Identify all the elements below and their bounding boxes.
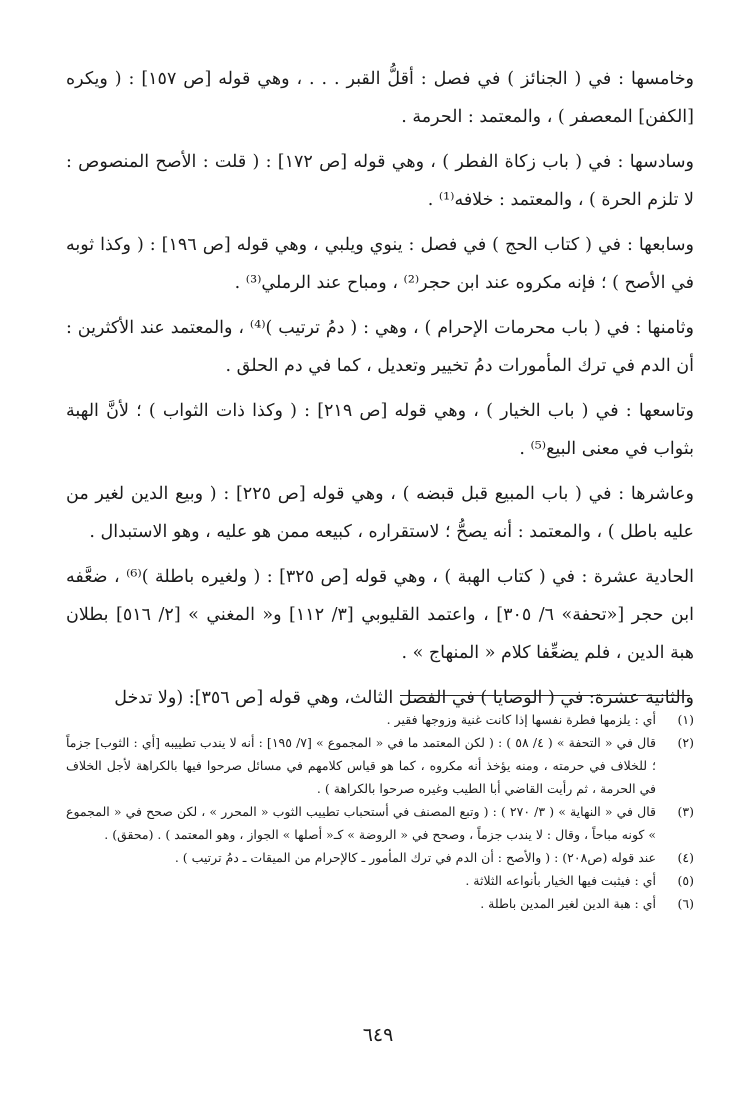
page-number: ٦٤٩ <box>362 1024 394 1046</box>
footnote-number: (٤) <box>677 850 694 865</box>
footnote <box>66 731 694 800</box>
paragraph-8: وثامنها : في ( باب محرمات الإحرام ) ، وهي : ( دمُ ترتيب )⁽⁴⁾ ، والمعتمد عند الأكثرين : أن الدم في ترك المأمورات دمُ تخيير وتعديل ، كما في دم الحلق . <box>66 318 694 376</box>
footnote-number: (٥) <box>677 873 694 888</box>
paragraph-5: وخامسها : في ( الجنائز ) في فصل : أقلُّ القبر . . . ، وهي قوله [ص ١٥٧] : ( ويكره [الكفن] المعصفر ) ، والمعتمد : الحرمة . <box>66 69 694 127</box>
footnote-text: أي : هبة الدين لغير المدين باطلة . <box>480 896 656 911</box>
footnotes <box>66 708 694 915</box>
footnote <box>66 800 694 846</box>
paragraph-6: وسادسها : في ( باب زكاة الفطر ) ، وهي قوله [ص ١٧٢] : ( قلت : الأصح المنصوص : لا تلزم الحرة ) ، والمعتمد : خلافه⁽¹⁾ . <box>66 152 695 210</box>
footnote-number: (١) <box>677 712 694 727</box>
footnote <box>66 869 694 892</box>
footnote-number: (٦) <box>677 896 694 911</box>
main-text <box>66 60 694 724</box>
footnote-number: (٢) <box>677 735 694 750</box>
footnote-separator <box>400 695 690 696</box>
footnote-text: أي : يلزمها فطرة نفسها إذا كانت غنية وزوجها فقير . <box>386 712 656 727</box>
footnote <box>66 892 694 915</box>
footnote-text: أي : فيثبت فيها الخيار بأنواعه الثلاثة . <box>465 873 656 888</box>
footnote-text: قال في « التحفة » ( ٤/ ٥٨ ) : ( لكن المعتمد ما في « المجموع » [٧/ ١٩٥] : أنه لا يندب تطييبه [أي : الثوب] جزماً ؛ للخلاف في حرمته ، ومنه يؤخذ أنه مكروه ، كما هو قياس كلامهم في مسائل صرحوا فيها بالكراهة لأجل الخلاف في الحرمة ، ثم رأيت القاضي أبا الطيب وغيره صرحوا بالكراهة ) . <box>66 735 657 796</box>
footnote-text: عند قوله (ص٢٠٨) : ( والأصح : أن الدم في ترك المأمور ـ كالإحرام من الميقات ـ دمُ ترتيب ) . <box>174 850 656 865</box>
paragraph-7: وسابعها : في ( كتاب الحج ) في فصل : ينوي ويلبي ، وهي قوله [ص ١٩٦] : ( وكذا ثوبه في الأصح ) ؛ فإنه مكروه عند ابن حجر⁽²⁾ ، ومباح عند الرملي⁽³⁾ . <box>66 235 694 293</box>
paragraph-11: الحادية عشرة : في ( كتاب الهبة ) ، وهي قوله [ص ٣٢٥] : ( ولغيره باطلة )⁽⁶⁾ ، ضعَّفه ابن حجر [«تحفة» ٦/ ٣٠٥] ، واعتمد القليوبي [٣/ ١١٢] و« المغني » [٢/ ٥١٦] بطلان هبة الدين ، فلم يضعِّفا كلام « المنهاج » . <box>66 567 694 663</box>
footnote-text: قال في « النهاية » ( ٣/ ٢٧٠ ) : ( وتبع المصنف في أستحباب تطييب الثوب « المحرر » ، لكن صحح في « المجموع » كونه مباحاً ، وقال : لا يندب جزماً ، وصحح في « الروضة » كـ« أصلها » الجواز ، وهو المعتمد ) . (محقق) . <box>66 804 656 842</box>
footnote <box>66 846 694 869</box>
paragraph-10: وعاشرها : في ( باب المبيع قبل قبضه ) ، وهي قوله [ص ٢٢٥] : ( وبيع الدين لغير من عليه باطل ) ، والمعتمد : أنه يصحُّ ؛ لاستقراره ، كبيعه ممن هو عليه ، وهو الاستبدال . <box>66 484 694 542</box>
footnote-number: (٣) <box>677 804 694 819</box>
footnote <box>66 708 694 731</box>
paragraph-12: والثانية عشرة: في ( الوصايا ) في الفصل الثالث، وهي قوله [ص ٣٥٦]: (ولا تدخل <box>114 688 694 708</box>
paragraph-9: وتاسعها : في ( باب الخيار ) ، وهي قوله [ص ٢١٩] : ( وكذا ذات الثواب ) ؛ لأنَّ الهبة بثواب في معنى البيع⁽⁵⁾ . <box>66 401 694 459</box>
